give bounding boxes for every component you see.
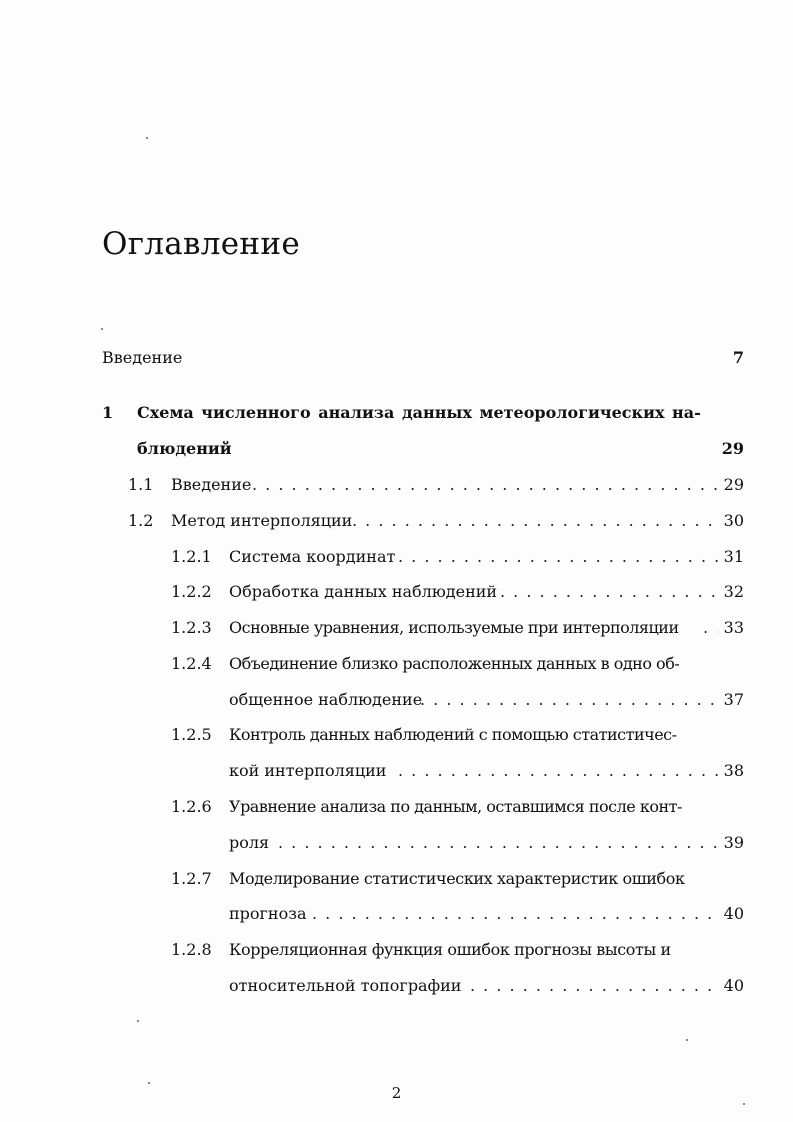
toc-subsection-label: Система координат — [229, 547, 396, 566]
leader-dots — [500, 580, 718, 604]
toc-subsection-1-2-7[interactable] — [0, 867, 793, 891]
scan-speck — [146, 137, 148, 139]
toc-subsection-number: 1.2.2 — [171, 582, 212, 601]
scan-speck — [148, 1082, 150, 1084]
toc-subsection-1-2-1[interactable] — [0, 545, 793, 569]
toc-subsection-1-2-3[interactable] — [0, 616, 793, 640]
toc-subsection-page: 37 — [723, 690, 744, 709]
leader-dots — [278, 831, 718, 855]
toc-subsection-1-2-6[interactable] — [0, 795, 793, 819]
toc-section-page: 30 — [723, 511, 744, 530]
toc-subsection-label: Уравнение анализа по данным, оставшимся после конт- — [229, 797, 682, 816]
toc-subsection-page: 32 — [723, 582, 744, 601]
toc-subsection-label-line2: прогноза — [229, 904, 307, 923]
toc-subsection-number: 1.2.7 — [171, 869, 212, 888]
toc-intro-page: 7 — [732, 348, 744, 367]
scan-speck — [686, 1039, 688, 1041]
toc-section-1-1[interactable] — [0, 473, 793, 497]
toc-subsection-label: Обработка данных наблюдений — [229, 582, 498, 601]
toc-subsection-label-line2: роля — [229, 833, 270, 852]
toc-subsection-label: Корреляционная функция ошибок прогнозы высоты и — [229, 940, 671, 959]
toc-subsection-page: 39 — [723, 833, 744, 852]
page-number: 2 — [391, 1084, 402, 1102]
toc-subsection-label-line2: общенное наблюдение — [229, 690, 423, 709]
page-title: Оглавление — [102, 226, 300, 262]
toc-subsection-number: 1.2.8 — [171, 940, 212, 959]
toc-subsection-number: 1.2.3 — [171, 618, 212, 637]
toc-section-label: Введение — [171, 475, 252, 494]
leader-dots — [398, 759, 718, 783]
toc-subsection-label: Основные уравнения, используемые при интерполяции — [229, 618, 679, 637]
toc-subsection-page: 31 — [723, 547, 744, 566]
leader-dots — [352, 509, 718, 533]
leader-dots — [312, 902, 718, 926]
toc-subsection-label: Моделирование статистических характеристик ошибок — [229, 869, 685, 888]
toc-subsection-1-2-8[interactable] — [0, 938, 793, 962]
toc-subsection-page: 38 — [723, 761, 744, 780]
scan-speck — [743, 1103, 745, 1105]
toc-section-label: Метод интерполяции — [171, 511, 353, 530]
toc-subsection-1-2-7-continued[interactable] — [0, 902, 793, 926]
leader-dots — [420, 688, 718, 712]
toc-subsection-label: Контроль данных наблюдений с помощью статистичес- — [229, 725, 677, 744]
toc-subsection-page: 40 — [723, 904, 744, 923]
toc-subsection-label: Объединение близко расположенных данных в одно об- — [229, 654, 680, 673]
toc-intro-label: Введение — [102, 348, 183, 367]
toc-section-number: 1.1 — [128, 475, 154, 494]
toc-section-page: 29 — [723, 475, 744, 494]
toc-subsection-1-2-8-continued[interactable] — [0, 974, 793, 998]
toc-subsection-1-2-6-continued[interactable] — [0, 831, 793, 855]
toc-subsection-label-line2: относительной топографии — [229, 976, 462, 995]
toc-subsection-page: 40 — [723, 976, 744, 995]
toc-subsection-number: 1.2.1 — [171, 547, 212, 566]
toc-subsection-page: 33 — [723, 618, 744, 637]
scan-speck — [101, 328, 103, 330]
toc-section-number: 1.2 — [128, 511, 154, 530]
toc-chapter-1-page: 29 — [721, 439, 744, 458]
toc-subsection-label-line2: кой интерполяции — [229, 761, 387, 780]
toc-entry-intro[interactable] — [0, 346, 793, 370]
toc-subsection-1-2-4-continued[interactable] — [0, 688, 793, 712]
toc-subsection-1-2-2[interactable] — [0, 580, 793, 604]
leader-dots — [470, 974, 718, 998]
toc-chapter-1-number: 1 — [102, 403, 114, 422]
toc-subsection-number: 1.2.4 — [171, 654, 212, 673]
toc-subsection-1-2-5-continued[interactable] — [0, 759, 793, 783]
leader-dots — [398, 545, 718, 569]
toc-subsection-1-2-4[interactable] — [0, 652, 793, 676]
toc-chapter-1-continued[interactable] — [0, 437, 793, 461]
toc-section-1-2[interactable] — [0, 509, 793, 533]
scan-speck — [137, 1020, 139, 1022]
toc-subsection-1-2-5[interactable] — [0, 723, 793, 747]
toc-subsection-number: 1.2.6 — [171, 797, 212, 816]
toc-chapter-1-title-line1: Схема численного анализа данных метеорологических на- — [137, 403, 701, 422]
leader-dots — [252, 473, 718, 497]
leader-dots — [703, 616, 718, 640]
toc-subsection-number: 1.2.5 — [171, 725, 212, 744]
toc-chapter-1-title-line2: блюдений — [137, 439, 232, 458]
toc-chapter-1[interactable] — [0, 401, 793, 425]
